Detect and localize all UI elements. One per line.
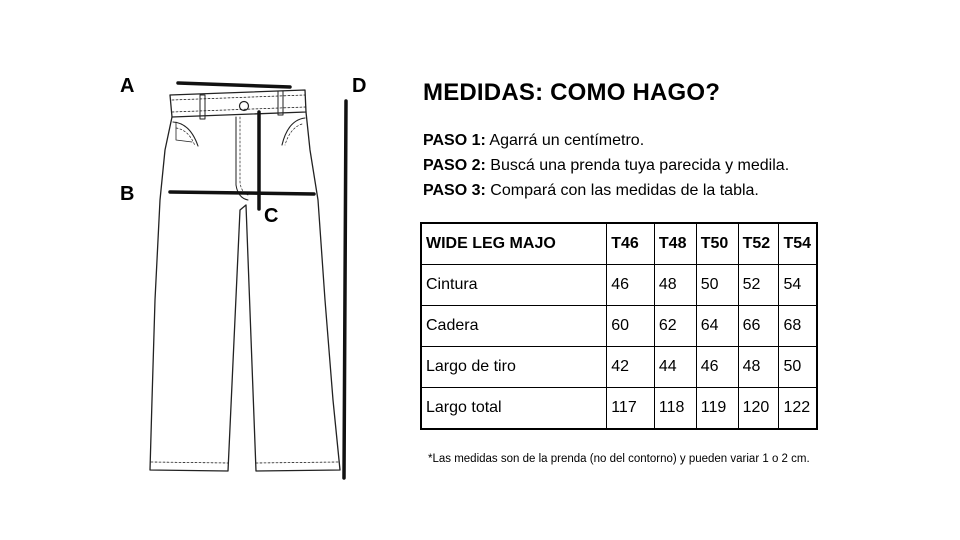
pants-illustration: [0, 0, 400, 540]
table-row: [421, 347, 817, 388]
label-c: C: [264, 205, 279, 227]
row-label: Cintura: [421, 265, 607, 306]
table-header-size: T46: [607, 223, 655, 265]
fly-stitch: [236, 117, 248, 200]
table-cell: 64: [696, 306, 738, 347]
table-cell: 54: [779, 265, 817, 306]
table-header-size: T50: [696, 223, 738, 265]
measure-line-a: [178, 83, 290, 87]
table-cell: 60: [607, 306, 655, 347]
table-cell: 52: [738, 265, 779, 306]
table-cell: 48: [738, 347, 779, 388]
table-row: [421, 306, 817, 347]
step-2: [423, 153, 789, 178]
table-cell: 50: [696, 265, 738, 306]
measure-line-d: [344, 101, 346, 478]
table-row: [421, 388, 817, 430]
table-row: [421, 265, 817, 306]
wide-leg-pants-drawing: [150, 90, 340, 471]
waistband: [170, 90, 306, 117]
table-cell: 62: [654, 306, 696, 347]
table-cell: 66: [738, 306, 779, 347]
step-2-text: Buscá una prenda tuya parecida y medila.: [490, 157, 790, 174]
label-a: A: [120, 75, 135, 97]
table-cell: 50: [779, 347, 817, 388]
table-header-row: [421, 223, 817, 265]
measure-line-b: [170, 192, 314, 194]
size-table: [420, 222, 818, 430]
table-header-size: T48: [654, 223, 696, 265]
table-cell: 118: [654, 388, 696, 430]
page-title: MEDIDAS: COMO HAGO?: [423, 79, 721, 106]
step-3-text: Compará con las medidas de la tabla.: [490, 182, 759, 199]
label-d: D: [352, 75, 367, 97]
footnote: *Las medidas son de la prenda (no del contorno) y pueden variar 1 o 2 cm.: [428, 453, 810, 465]
table-cell: 120: [738, 388, 779, 430]
table-cell: 46: [696, 347, 738, 388]
table-cell: 44: [654, 347, 696, 388]
row-label: Cadera: [421, 306, 607, 347]
step-2-label: PASO 2:: [423, 157, 486, 174]
step-1-text: Agarrá un centímetro.: [489, 132, 645, 149]
table-cell: 119: [696, 388, 738, 430]
label-b: B: [120, 183, 135, 205]
table-header-product: WIDE LEG MAJO: [421, 223, 607, 265]
step-3-label: PASO 3:: [423, 182, 486, 199]
table-cell: 48: [654, 265, 696, 306]
row-label: Largo de tiro: [421, 347, 607, 388]
step-1: [423, 128, 789, 153]
table-cell: 122: [779, 388, 817, 430]
steps-list: [423, 128, 789, 203]
pants-outline: [150, 112, 340, 471]
table-cell: 46: [607, 265, 655, 306]
row-label: Largo total: [421, 388, 607, 430]
table-header-size: T54: [779, 223, 817, 265]
table-cell: 42: [607, 347, 655, 388]
step-1-label: PASO 1:: [423, 132, 486, 149]
table-cell: 68: [779, 306, 817, 347]
left-pocket: [173, 122, 198, 146]
right-pocket: [282, 118, 305, 145]
table-header-size: T52: [738, 223, 779, 265]
table-cell: 117: [607, 388, 655, 430]
step-3: [423, 178, 789, 203]
